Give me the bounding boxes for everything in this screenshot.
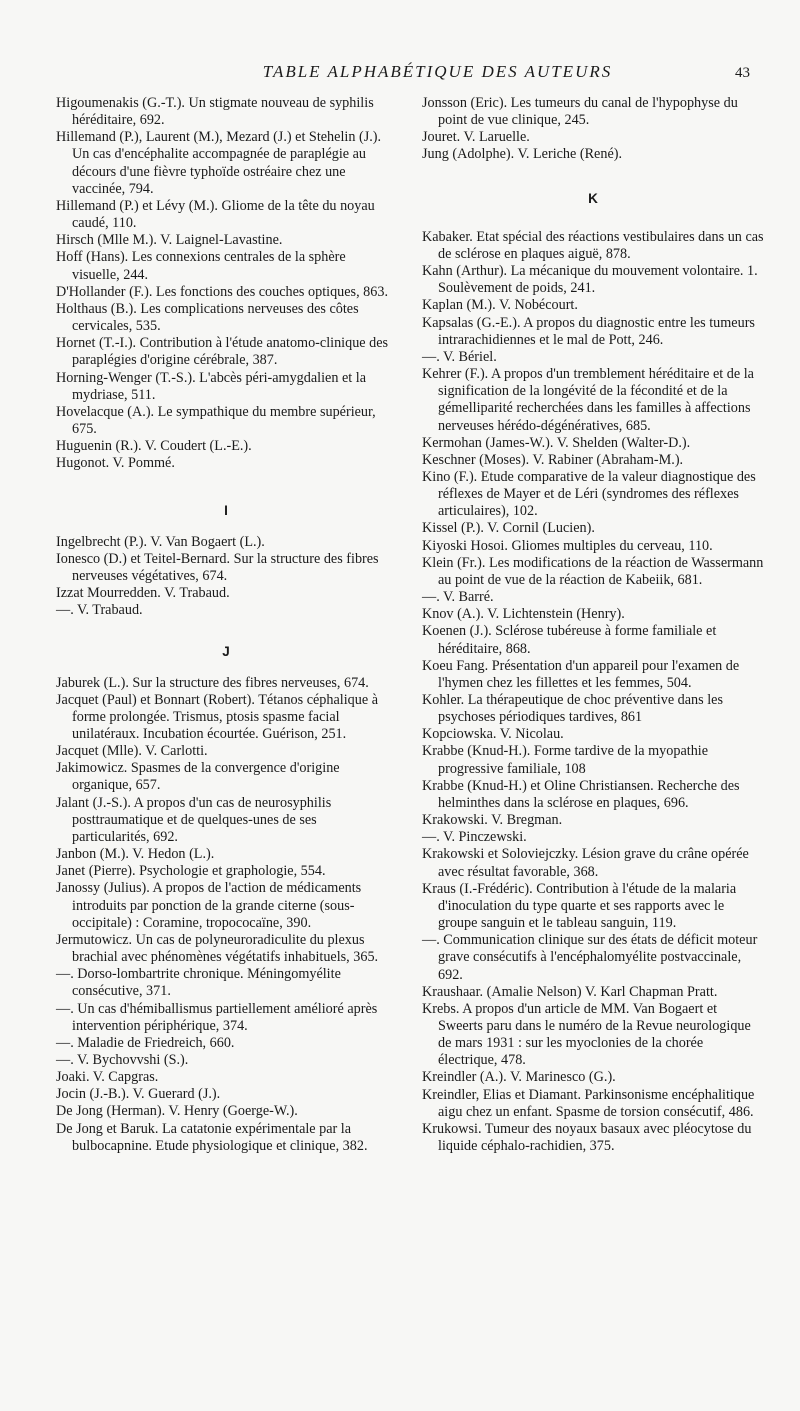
index-entry: Higoumenakis (G.-T.). Un stigmate nouveau de syphilis héréditaire, 692. <box>56 95 374 129</box>
index-entry: Kreindler, Elias et Diamant. Parkinsonisme encéphalitique aigu chez un enfant. Spasme de torsion consécutif, 486. <box>422 1086 755 1120</box>
index-entry: Hornet (T.-I.). Contribution à l'étude anatomo-clinique des paraplégies d'origine cérébrale, 387. <box>56 335 389 369</box>
index-entry: Jaburek (L.). Sur la structure des fibres nerveuses, 674. <box>56 674 369 691</box>
index-entry: Hirsch (Mlle M.). V. Laignel-Lavastine. <box>56 232 283 249</box>
index-entry: Kabaker. Etat spécial des réactions vestibulaires dans un cas de sclérose en plaques aiguë, 878. <box>422 228 764 262</box>
page-number: 43 <box>735 65 750 81</box>
entries-j <box>56 675 396 1155</box>
index-entry: —. V. Trabaud. <box>56 602 143 619</box>
running-header <box>140 62 750 82</box>
index-entry: —. Un cas d'hémiballismus partiellement amélioré après intervention périphérique, 374. <box>56 1000 378 1034</box>
index-entry: Krukowsi. Tumeur des noyaux basaux avec pléocytose du liquide céphalo-rachidien, 375. <box>422 1120 752 1155</box>
left-column <box>56 95 396 1155</box>
index-entry: Kopciowska. V. Nicolau. <box>422 726 564 743</box>
index-entry: Hovelacque (A.). Le sympathique du membre supérieur, 675. <box>56 403 376 437</box>
index-entry: Kehrer (F.). A propos d'un tremblement héréditaire et de la signification de la longévité de la fécondité et de la gémelliparité recherchées dans les familles à affections nerveuses hérédo-dégénératives, 685. <box>422 366 754 434</box>
index-entry: Krabbe (Knud-H.). Forme tardive de la myopathie progressive familiale, 108 <box>422 743 709 777</box>
index-entry: Horning-Wenger (T.-S.). L'abcès péri-amygdalien et la mydriase, 511. <box>56 369 366 403</box>
section-heading-k: K <box>588 190 598 206</box>
index-entry: Kraus (I.-Frédéric). Contribution à l'étude de la malaria d'inoculation du type quarte et ses rapports avec le groupe sanguin et le tableau sanguin, 119. <box>422 880 737 932</box>
index-entry: Klein (Fr.). Les modifications de la réaction de Wassermann au point de vue de la réaction de Kabeiik, 681. <box>422 554 764 588</box>
index-entry: Kissel (P.). V. Cornil (Lucien). <box>422 520 595 537</box>
index-entry: Kahn (Arthur). La mécanique du mouvement volontaire. 1. Soulèvement de poids, 241. <box>422 263 758 297</box>
index-entry: Kermohan (James-W.). V. Shelden (Walter-D.). <box>422 434 691 451</box>
index-entry: —. V. Bychovvshi (S.). <box>56 1051 189 1068</box>
index-entry: De Jong et Baruk. La catatonie expérimentale par la bulbocapnine. Etude physiologique et clinique, 382. <box>56 1120 368 1154</box>
index-entry: —. Maladie de Friedreich, 660. <box>56 1034 235 1051</box>
index-entry: Jermutowicz. Un cas de polyneuroradiculite du plexus brachial avec phénomènes végétatifs inhabituels, 365. <box>56 931 379 966</box>
index-entry: Jacquet (Mlle). V. Carlotti. <box>56 743 208 760</box>
index-entry: —. V. Pinczewski. <box>422 829 527 846</box>
index-entry: Hillemand (P.), Laurent (M.), Mezard (J.) et Stehelin (J.). Un cas d'encéphalite accompagnée de paraplégie au décours d'une fièvre typhoïde ostréaire chez une vaccinée, 794. <box>56 129 382 197</box>
index-entry: Huguenin (R.). V. Coudert (L.-E.). <box>56 438 252 455</box>
index-entry: Hillemand (P.) et Lévy (M.). Gliome de la tête du noyau caudé, 110. <box>56 197 375 232</box>
index-entry: Kino (F.). Etude comparative de la valeur diagnostique des réflexes de Mayer et de Léri (syndromes des réflexes articulaires), 102. <box>422 468 756 520</box>
index-entry: Krebs. A propos d'un article de MM. Van Bogaert et Sweerts paru dans le numéro de la Revue neurologique de mars 1931 : sur les myoclonies de la chorée électrique, 478. <box>422 1000 751 1069</box>
index-entry: Jocin (J.-B.). V. Guerard (J.). <box>56 1086 221 1103</box>
entries-h <box>56 95 396 472</box>
index-entry: Ingelbrecht (P.). V. Van Bogaert (L.). <box>56 533 265 550</box>
index-entry: Kreindler (A.). V. Marinesco (G.). <box>422 1069 616 1086</box>
index-entry: —. Dorso-lombartrite chronique. Méningomyélite consécutive, 371. <box>56 966 341 1000</box>
section-heading-i: I <box>224 503 228 519</box>
index-entry: Kaplan (M.). V. Nobécourt. <box>422 297 578 314</box>
right-column <box>422 95 764 1155</box>
index-entry: Knov (A.). V. Lichtenstein (Henry). <box>422 606 625 623</box>
index-entry: —. Communication clinique sur des états de déficit moteur grave consécutifs à l'encéphalomyélite postvaccinale, 692. <box>422 932 758 983</box>
index-entry: Kapsalas (G.-E.). A propos du diagnostic entre les tumeurs intrarachidiennes et le mal de Pott, 246. <box>422 314 755 348</box>
index-entry: Jouret. V. Laruelle. <box>422 129 530 146</box>
index-entry: Kraushaar. (Amalie Nelson) V. Karl Chapman Pratt. <box>422 983 718 1000</box>
index-entry: Krabbe (Knud-H.) et Oline Christiansen. Recherche des helminthes dans la sclérose en plaques, 696. <box>422 777 740 811</box>
index-entry: Hoff (Hans). Les connexions centrales de la sphère visuelle, 244. <box>56 249 346 283</box>
entries-i <box>56 534 396 620</box>
index-entry: Jonsson (Eric). Les tumeurs du canal de l'hypophyse du point de vue clinique, 245. <box>422 95 738 129</box>
index-entry: Koenen (J.). Sclérose tubéreuse à forme familiale et héréditaire, 868. <box>422 623 717 657</box>
index-entry: Ionesco (D.) et Teitel-Bernard. Sur la structure des fibres nerveuses végétatives, 674. <box>56 550 379 584</box>
index-entry: Koeu Fang. Présentation d'un appareil pour l'examen de l'hymen chez les fillettes et les femmes, 504. <box>422 657 740 691</box>
index-entry: Joaki. V. Capgras. <box>56 1069 159 1086</box>
index-entry: Jung (Adolphe). V. Leriche (René). <box>422 146 623 163</box>
index-entry: De Jong (Herman). V. Henry (Goerge-W.). <box>56 1103 298 1120</box>
index-entry: Jakimowicz. Spasmes de la convergence d'origine organique, 657. <box>56 760 340 794</box>
section-heading-j: J <box>222 644 230 660</box>
index-entry: Krakowski et Soloviejczky. Lésion grave du crâne opérée avec résultat favorable, 368. <box>422 846 749 880</box>
index-entry: Janbon (M.). V. Hedon (L.). <box>56 846 215 863</box>
index-entry: —. V. Barré. <box>422 589 494 606</box>
index-entry: Izzat Mourredden. V. Trabaud. <box>56 585 230 602</box>
index-entry: Holthaus (B.). Les complications nerveuses des côtes cervicales, 535. <box>56 300 359 335</box>
index-entry: Janet (Pierre). Psychologie et graphologie, 554. <box>56 863 326 880</box>
index-entry: Hugonot. V. Pommé. <box>56 455 175 472</box>
page-header-title: TABLE ALPHABÉTIQUE DES AUTEURS <box>262 62 613 81</box>
index-entry: D'Hollander (F.). Les fonctions des couches optiques, 863. <box>56 283 388 300</box>
index-entry: Jalant (J.-S.). A propos d'un cas de neurosyphilis posttraumatique et de quelques-unes de ses particularités, 692. <box>56 794 332 845</box>
index-entry: —. V. Bériel. <box>422 348 497 365</box>
entries-k <box>422 229 764 1155</box>
index-entry: Krakowski. V. Bregman. <box>422 812 563 829</box>
index-entry: Kohler. La thérapeutique de choc préventive dans les psychoses périodiques tardives, 861 <box>422 692 723 726</box>
index-entry: Jacquet (Paul) et Bonnart (Robert). Tétanos céphalique à forme prolongée. Trismus, ptosis spasme facial unilatéraux. Incubation écourtée. Guérison, 251. <box>56 691 378 742</box>
entries-j-continued <box>422 95 764 164</box>
index-entry: Kiyoski Hosoi. Gliomes multiples du cerveau, 110. <box>422 537 713 554</box>
index-entry: Janossy (Julius). A propos de l'action de médicaments introduits par ponction de la grande citerne (sous-occipitale) : Coramine, tropococaïne, 390. <box>56 880 362 931</box>
index-entry: Keschner (Moses). V. Rabiner (Abraham-M.). <box>422 451 684 468</box>
